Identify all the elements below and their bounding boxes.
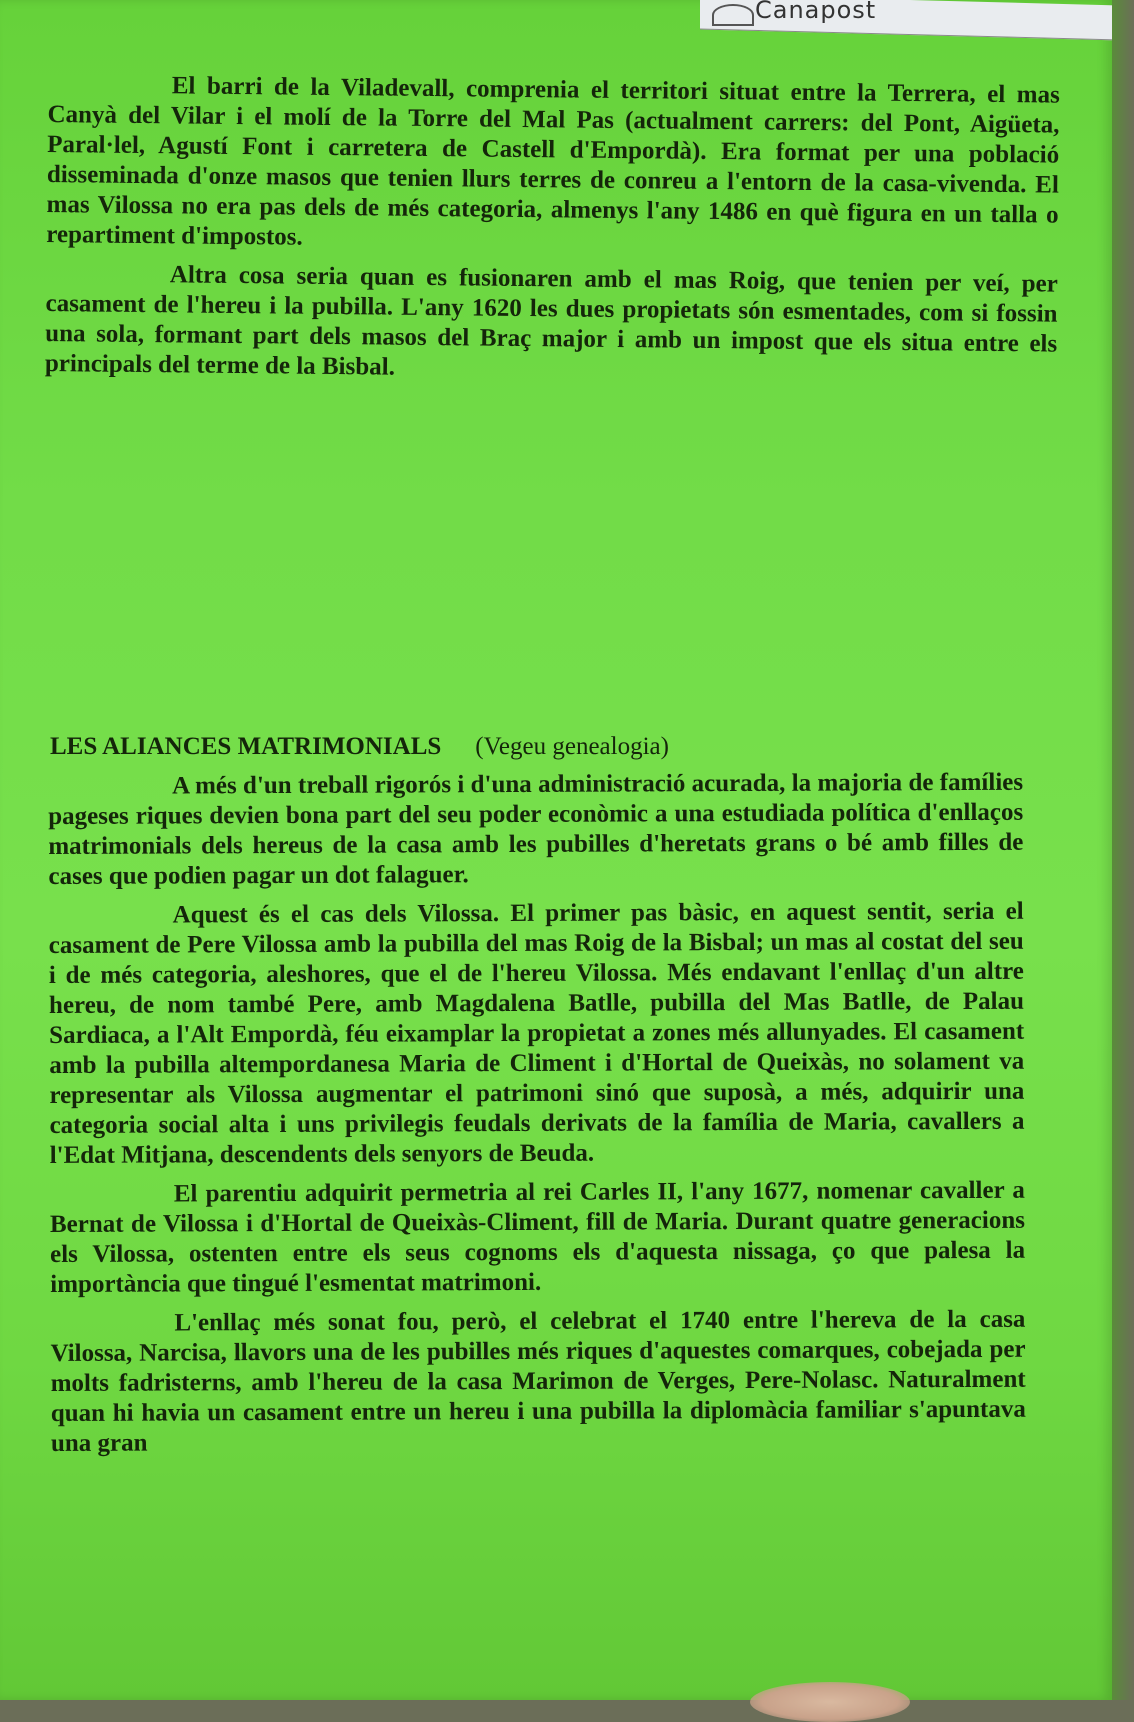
paragraph: L'enllaç més sonat fou, però, el celebrat el 1740 entre l'hereva de la casa Vilossa, Narcisa, llavors una de les pubilles més riques d'aquestes comarques, cobejada per molts fadristerns, amb l'hereu de la casa Marimon de Verges, Pere-Nolasc. Naturalment quan hi havia un casament entre un hereu i una pubilla la diplomàcia familiar s'apuntava una gran bbox=[50, 1305, 1026, 1457]
heading-note: (Vegeu genealogia) bbox=[475, 733, 669, 760]
paragraph: El parentiu adquirit permetria al rei Carles II, l'any 1677, nomenar cavaller a Bernat de Vilossa i d'Hortal de Queixàs-Climent, fill de Maria. Durant quatre generacions els Vilossa, ostenten entre els seus cognoms els d'aquesta nissaga, ço que palesa la importància que tingué l'esmentat matrimoni. bbox=[49, 1176, 1026, 1298]
section-viladevall bbox=[45, 70, 1060, 399]
heading-title: LES ALIANCES MATRIMONIALS bbox=[50, 733, 442, 760]
page-edge bbox=[1112, 0, 1134, 1700]
finger-shadow bbox=[750, 1682, 910, 1722]
section-aliances bbox=[48, 768, 1026, 1468]
paragraph: Aquest és el cas dels Vilossa. El primer pas bàsic, en aquest sentit, seria el casament de Pere Vilossa amb la pubilla del mas Roig de la Bisbal; un mas al costat del seu i de més categoria, aleshores, que el de l'hereu Vilossa. Més endavant l'enllaç d'un altre hereu, de nom també Pere, amb Magdalena Batlle, pubilla del Mas Batlle, de Palau Sardiaca, a l'Alt Empordà, féu eixamplar la propietat a zones més allunyades. El casament amb la pubilla altempordanesa Maria de Climent i d'Hortal de Queixàs, no solament va representar als Vilossa augmentar el patrimoni sinó que suposà, a més, adquirir una categoria social alta i uns privilegis feudals derivats de la família de Maria, cavallers a l'Edat Mitjana, descendents dels senyors de Beuda. bbox=[48, 897, 1025, 1169]
paragraph: El barri de la Viladevall, comprenia el territori situat entre la Terrera, el mas Canyà del Vilar i el molí de la Torre del Mal Pas (actualment carrers: del Pont, Aigüeta, Paral·lel, Agustí Font i carretera de Castell d'Empordà). Era format per una població disseminada d'onze masos que tenien llurs terres de conreu a l'entorn de la casa-vivenda. El mas Vilossa no era pas dels de més categoria, almenys l'any 1486 en què figura en un talla o repartiment d'impostos. bbox=[46, 72, 1060, 251]
section-heading bbox=[50, 733, 669, 761]
paragraph: A més d'un treball rigorós i d'una administració acurada, la majoria de famílies pageses riques devien bona part del seu poder econòmic a una estudiada política d'enllaços matrimonials dels hereus de la casa amb les pubilles d'heretats grans o bé amb filles de cases que podien pagar un dot falaguer. bbox=[48, 768, 1024, 890]
stamp-logo-icon bbox=[712, 4, 754, 26]
stamp-text: Canapost bbox=[755, 0, 877, 24]
paragraph: Altra cosa seria quan es fusionaren amb el mas Roig, que tenien per veí, per casament de l'hereu i la pubilla. L'any 1620 les dues propietats són esmentades, com si fossin una sola, formant part dels masos del Braç major i amb un impost que els situa entre els principals del terme de la Bisbal. bbox=[44, 261, 1058, 381]
